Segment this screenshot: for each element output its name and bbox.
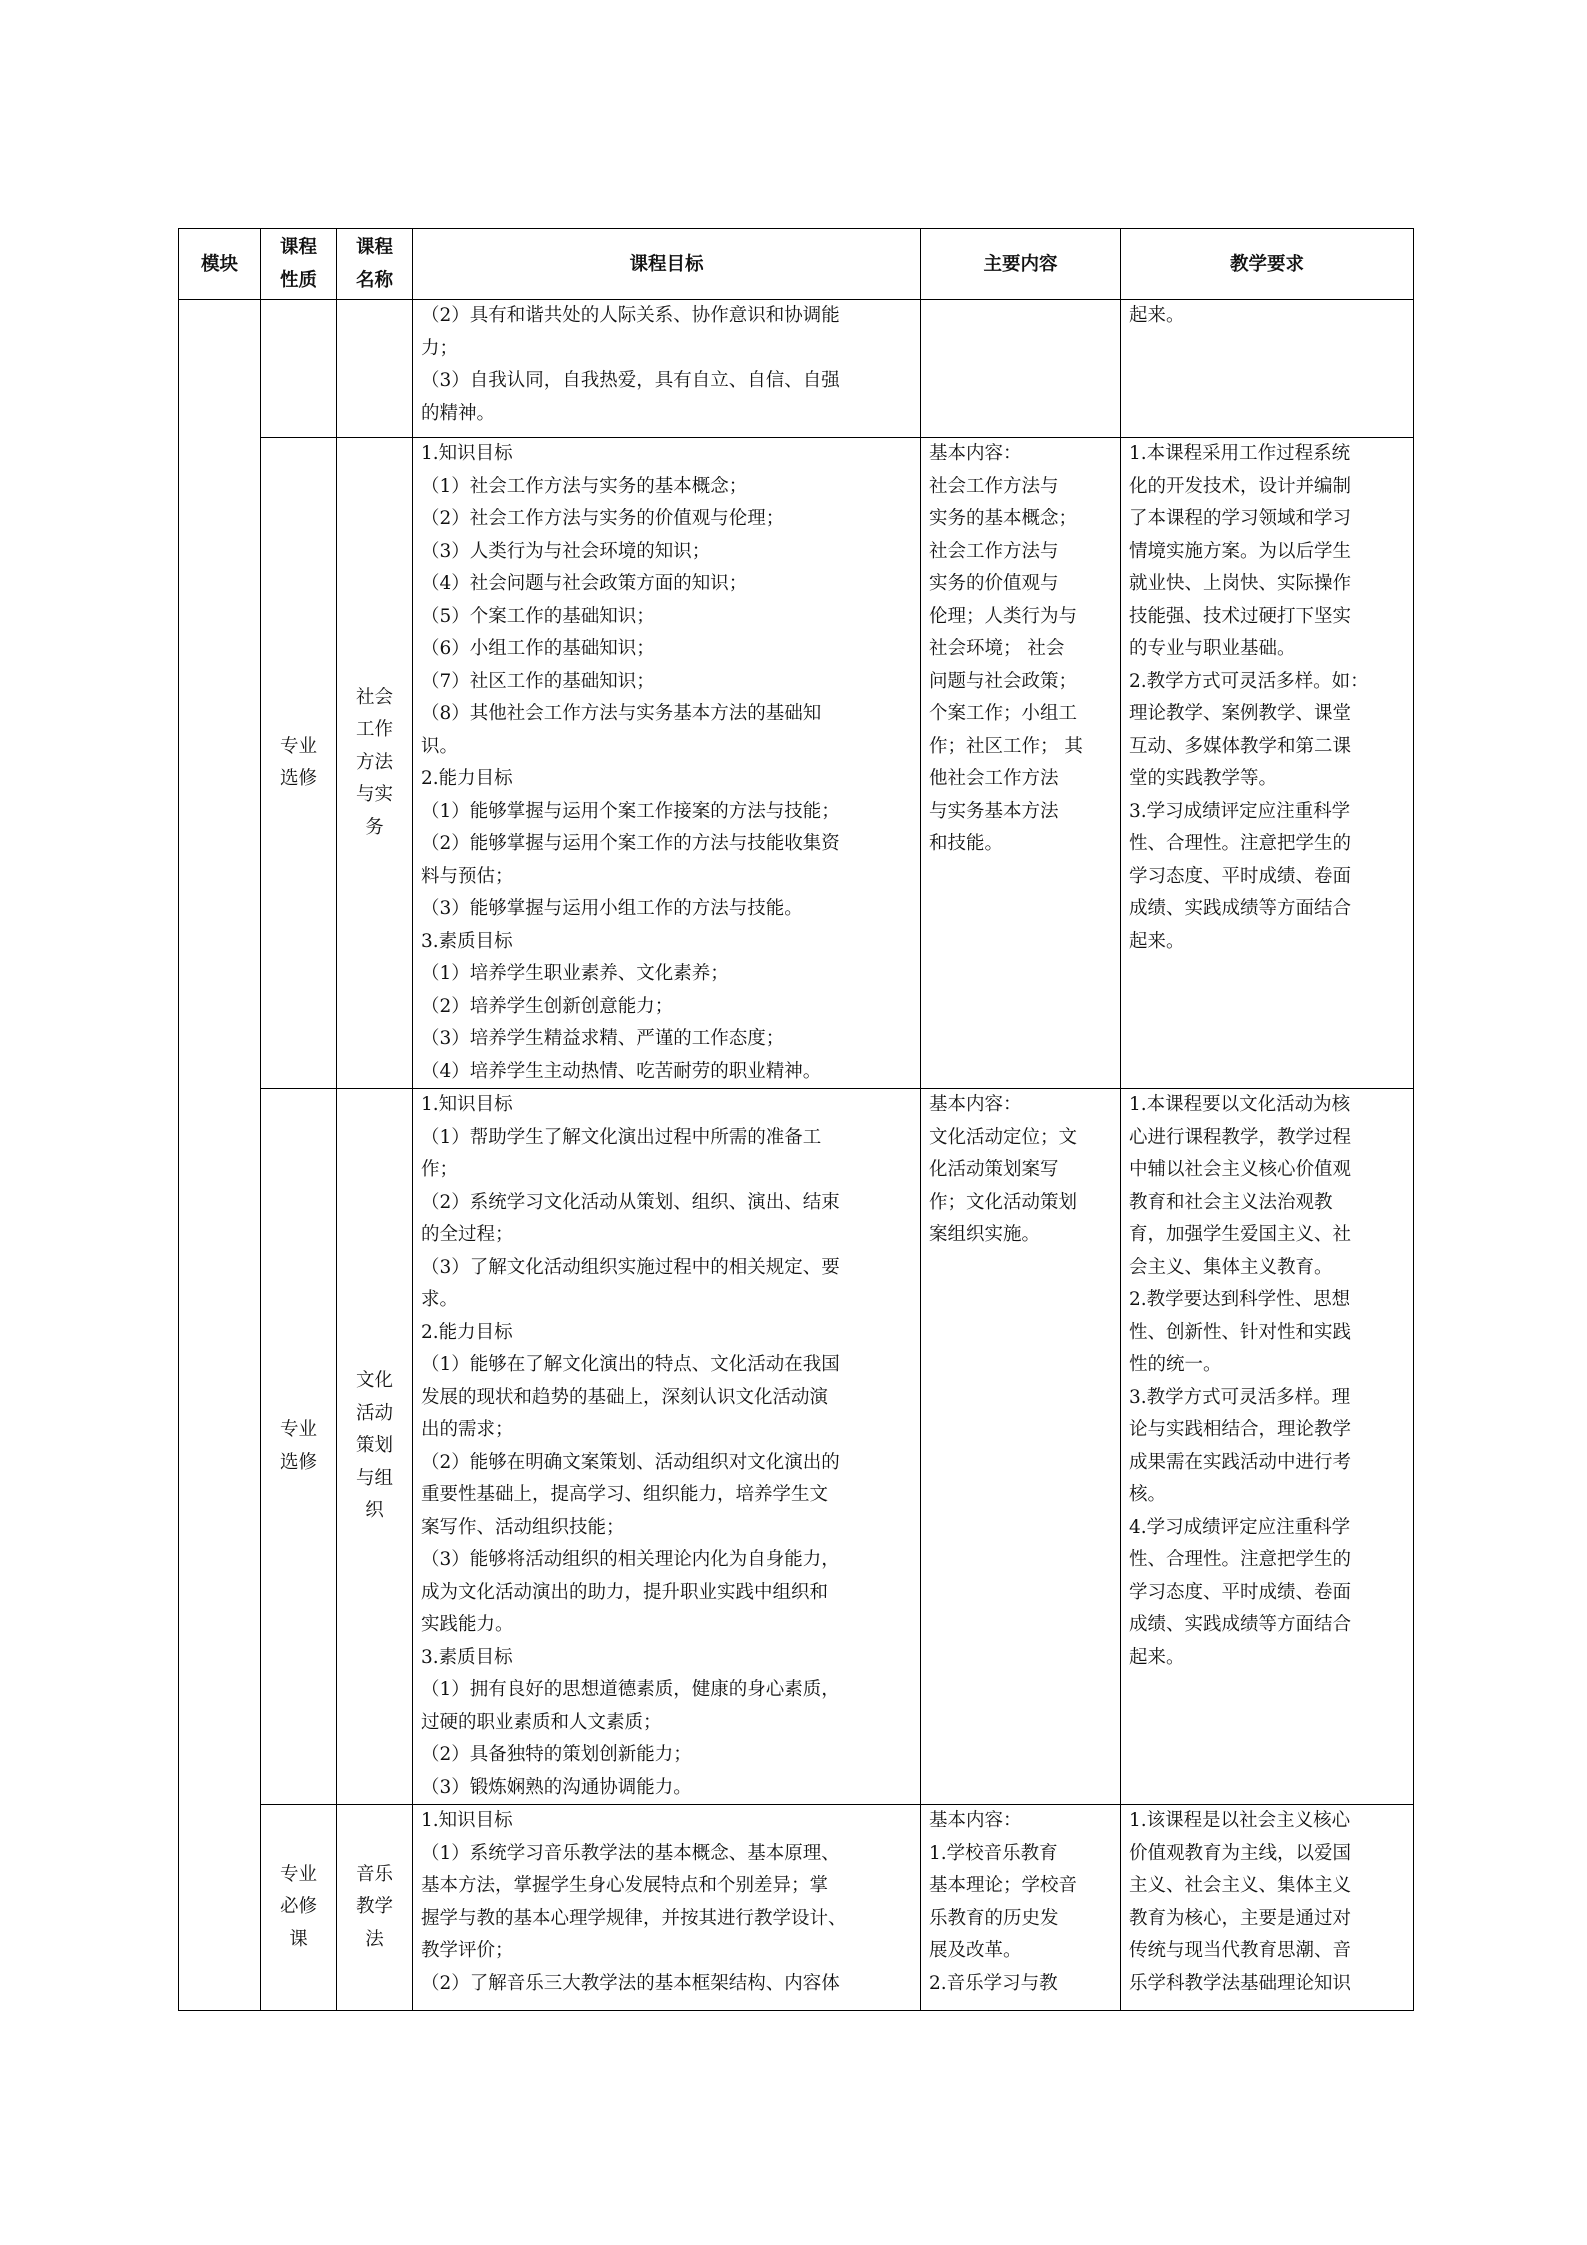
- main-content-cell-line: 1.学校音乐教育: [929, 1842, 1058, 1864]
- course-name-cell-line: 活动: [355, 1402, 393, 1424]
- course-objectives-cell-line: （5）个案工作的基础知识；: [421, 605, 655, 627]
- curriculum-table: [178, 228, 1414, 2011]
- course-objectives-cell-line: （3）培养学生精益求精、严谨的工作态度；: [421, 1028, 785, 1049]
- course-objectives-cell-line: 实践能力。: [421, 1614, 514, 1635]
- main-content-cell-line: 展及改革。: [929, 1940, 1022, 1961]
- teaching-requirements-cell-line: 性、创新性、针对性和实践: [1129, 1321, 1352, 1343]
- teaching-requirements-cell: [1121, 300, 1414, 438]
- course-objectives-cell-line: 的全过程；: [421, 1224, 514, 1245]
- main-content-cell-line: 2.音乐学习与教: [929, 1972, 1058, 1994]
- course-nature-cell: [261, 438, 337, 1089]
- teaching-requirements-cell-line: 1.本课程要以文化活动为核: [1129, 1094, 1351, 1115]
- course-objectives-cell-line: （1）能够掌握与运用个案工作接案的方法与技能；: [421, 800, 840, 822]
- course-objectives-cell-line: 重要性基础上，提高学习、组织能力，培养学生文: [421, 1484, 829, 1505]
- teaching-requirements-cell-line: 性、合理性。注意把学生的: [1129, 1549, 1352, 1570]
- course-objectives-cell-line: （1）培养学生职业素养、文化素养；: [421, 963, 729, 984]
- main-content-cell-line: 文化活动定位；文: [929, 1126, 1078, 1148]
- course-objectives-cell: [413, 300, 921, 438]
- header-module: 模块: [179, 229, 261, 300]
- course-objectives-cell: [413, 1805, 921, 2011]
- teaching-requirements-cell-line: 主义、社会主义、集体主义: [1129, 1875, 1352, 1896]
- course-objectives-cell-line: （4）社会问题与社会政策方面的知识；: [421, 573, 748, 594]
- main-content-cell: [921, 1089, 1121, 1805]
- main-content-cell-line: 化活动策划案写: [929, 1159, 1059, 1180]
- course-name-cell-line: 文化: [355, 1370, 393, 1392]
- teaching-requirements-cell-line: 核。: [1129, 1484, 1167, 1505]
- course-nature-cell: [261, 1089, 337, 1805]
- teaching-requirements-cell-line: 教育和社会主义法治观教: [1129, 1191, 1333, 1213]
- main-content-cell-line: 他社会工作方法: [929, 768, 1059, 789]
- teaching-requirements-cell-line: 论与实践相结合，理论教学: [1129, 1419, 1352, 1440]
- main-content-cell-line: 作；社区工作； 其: [929, 735, 1083, 757]
- main-content-cell-line: 作；文化活动策划: [929, 1191, 1078, 1213]
- header-row: [179, 229, 1414, 300]
- teaching-requirements-cell-line: 理论教学、案例教学、课堂: [1129, 703, 1352, 724]
- course-name-cell: [337, 300, 413, 438]
- course-name-cell-line: 社会: [355, 686, 393, 708]
- teaching-requirements-cell-line: 4.学习成绩评定应注重科学: [1129, 1516, 1351, 1538]
- course-objectives-cell-line: 识。: [421, 735, 459, 757]
- main-content-cell: [921, 438, 1121, 1089]
- course-name-cell-line: 法: [365, 1928, 384, 1950]
- teaching-requirements-cell-line: 1.该课程是以社会主义核心: [1129, 1810, 1351, 1831]
- course-objectives-cell-line: （2）系统学习文化活动从策划、组织、演出、结束: [421, 1191, 840, 1213]
- course-row: [179, 438, 1414, 1089]
- teaching-requirements-cell-line: 堂的实践教学等。: [1129, 768, 1278, 789]
- header-course-objectives: 课程目标: [413, 229, 921, 300]
- teaching-requirements-cell-line: 传统与现当代教育思潮、音: [1129, 1940, 1352, 1961]
- course-name-cell-line: 教学: [355, 1896, 393, 1918]
- course-objectives-cell-line: 教学评价；: [421, 1940, 514, 1961]
- main-content-cell-line: 基本理论；学校音: [929, 1875, 1078, 1896]
- teaching-requirements-cell-line: 成果需在实践活动中进行考: [1129, 1451, 1352, 1473]
- header-main-content: 主要内容: [921, 229, 1121, 300]
- teaching-requirements-cell-line: 会主义、集体主义教育。: [1129, 1256, 1333, 1278]
- course-objectives-cell-line: 1.知识目标: [421, 1810, 513, 1831]
- course-objectives-cell-line: （2）培养学生创新创意能力；: [421, 995, 674, 1017]
- teaching-requirements-cell-line: 心进行课程教学，教学过程: [1129, 1126, 1352, 1148]
- course-objectives-cell: [413, 438, 921, 1089]
- course-objectives-cell-line: （2）社会工作方法与实务的价值观与伦理；: [421, 508, 785, 529]
- course-name-cell-line: 方法: [355, 751, 393, 773]
- course-name-cell-line: 与实: [355, 784, 393, 806]
- header-course-name: 课程 名称: [337, 229, 413, 300]
- main-content-cell-line: 与实务基本方法: [929, 800, 1059, 822]
- main-content-cell-line: 实务的价值观与: [929, 573, 1059, 594]
- teaching-requirements-cell-line: 2.教学方式可灵活多样。如：: [1129, 670, 1369, 692]
- main-content-cell-line: 基本内容：: [929, 1810, 1022, 1831]
- main-content-cell-line: 社会工作方法与: [929, 540, 1059, 562]
- module-cell: [179, 300, 261, 2011]
- course-objectives-cell-line: （1）帮助学生了解文化演出过程中所需的准备工: [421, 1126, 822, 1148]
- course-objectives-cell-line: （3）人类行为与社会环境的知识；: [421, 540, 711, 562]
- course-objectives-cell-line: （3）能够掌握与运用小组工作的方法与技能。: [421, 898, 803, 919]
- course-objectives-cell-line: 3.素质目标: [421, 1646, 513, 1668]
- teaching-requirements-cell-line: 了本课程的学习领域和学习: [1129, 508, 1352, 529]
- course-name-cell: [337, 1805, 413, 2011]
- course-objectives-cell-line: （2）具有和谐共处的人际关系、协作意识和协调能: [421, 305, 840, 326]
- teaching-requirements-cell-line: 学习态度、平时成绩、卷面: [1129, 1581, 1352, 1603]
- course-objectives-cell-line: （2）了解音乐三大教学法的基本框架结构、内容体: [421, 1972, 840, 1994]
- course-nature-cell-line: 选修: [279, 1451, 317, 1473]
- course-row: [179, 1089, 1414, 1805]
- course-objectives-cell-line: 料与预估；: [421, 865, 514, 887]
- course-objectives-cell-line: （7）社区工作的基础知识；: [421, 670, 655, 692]
- teaching-requirements-cell-line: 成绩、实践成绩等方面结合: [1129, 898, 1352, 919]
- teaching-requirements-cell-line: 起来。: [1129, 930, 1185, 952]
- course-objectives-cell-line: （3）自我认同，自我热爱，具有自立、自信、自强: [421, 370, 840, 391]
- teaching-requirements-cell-line: 乐学科教学法基础理论知识: [1129, 1972, 1352, 1994]
- teaching-requirements-cell-line: 育，加强学生爱国主义、社: [1129, 1224, 1352, 1245]
- main-content-cell-line: 社会环境； 社会: [929, 638, 1065, 659]
- course-name-cell-line: 策划: [355, 1435, 393, 1457]
- course-objectives-cell-line: （1）系统学习音乐教学法的基本概念、基本原理、: [421, 1842, 840, 1864]
- course-objectives-cell-line: （1）能够在了解文化演出的特点、文化活动在我国: [421, 1354, 840, 1375]
- course-objectives-cell-line: 1.知识目标: [421, 1094, 513, 1115]
- course-objectives-cell-line: （2）具备独特的策划创新能力；: [421, 1744, 692, 1765]
- course-objectives-cell-line: 成为文化活动演出的助力，提升职业实践中组织和: [421, 1581, 829, 1603]
- header-teaching-requirements: 教学要求: [1121, 229, 1414, 300]
- course-nature-cell-line: 专业: [279, 1863, 317, 1885]
- teaching-requirements-cell-line: 的专业与职业基础。: [1129, 638, 1296, 659]
- course-nature-cell: [261, 1805, 337, 2011]
- course-objectives-cell-line: （1）社会工作方法与实务的基本概念；: [421, 475, 748, 497]
- teaching-requirements-cell: [1121, 1805, 1414, 2011]
- course-row: [179, 1805, 1414, 2011]
- course-nature-cell-line: 选修: [279, 768, 317, 789]
- course-nature-cell-line: 专业: [279, 735, 317, 757]
- course-nature-cell-line: 专业: [279, 1419, 317, 1440]
- course-objectives-cell-line: 发展的现状和趋势的基础上，深刻认识文化活动演: [421, 1386, 829, 1408]
- teaching-requirements-cell-line: 3.学习成绩评定应注重科学: [1129, 800, 1351, 822]
- teaching-requirements-cell-line: 1.本课程采用工作过程系统: [1129, 443, 1351, 464]
- teaching-requirements-cell-line: 就业快、上岗快、实际操作: [1129, 573, 1352, 594]
- course-objectives-cell-line: （8）其他社会工作方法与实务基本方法的基础知: [421, 703, 822, 724]
- teaching-requirements-cell-line: 成绩、实践成绩等方面结合: [1129, 1614, 1352, 1635]
- course-objectives-cell-line: 2.能力目标: [421, 1321, 513, 1343]
- course-nature-cell-line: 必修: [279, 1896, 317, 1918]
- course-objectives-cell-line: 2.能力目标: [421, 768, 513, 789]
- course-objectives-cell-line: 的精神。: [421, 402, 496, 424]
- course-name-cell-line: 与组: [355, 1467, 393, 1489]
- course-nature-cell-line: 课: [289, 1928, 308, 1950]
- course-name-cell-line: 工作: [355, 719, 393, 741]
- course-objectives-cell-line: （2）能够掌握与运用个案工作的方法与技能收集资: [421, 833, 840, 854]
- teaching-requirements-cell-line: 技能强、技术过硬打下坚实: [1129, 605, 1352, 627]
- course-objectives-cell-line: （1）拥有良好的思想道德素质，健康的身心素质，: [421, 1679, 840, 1700]
- course-objectives-cell-line: （3）了解文化活动组织实施过程中的相关规定、要: [421, 1256, 840, 1278]
- teaching-requirements-cell-line: 性、合理性。注意把学生的: [1129, 833, 1352, 854]
- main-content-cell-line: 案组织实施。: [929, 1224, 1041, 1245]
- main-content-cell: [921, 300, 1121, 438]
- course-objectives-cell-line: 基本方法，掌握学生身心发展特点和个别差异；掌: [421, 1875, 829, 1896]
- main-content-cell-line: 乐教育的历史发: [929, 1907, 1059, 1929]
- main-content-cell-line: 伦理；人类行为与: [929, 605, 1078, 627]
- main-content-cell-line: 个案工作；小组工: [929, 703, 1078, 724]
- teaching-requirements-cell-line: 教育为核心，主要是通过对: [1129, 1907, 1352, 1929]
- teaching-requirements-cell-line: 性的统一。: [1129, 1354, 1222, 1375]
- course-objectives-cell-line: 作；: [421, 1159, 459, 1180]
- teaching-requirements-cell: [1121, 438, 1414, 1089]
- main-content-cell: [921, 1805, 1121, 2011]
- course-objectives-cell-line: （2）能够在明确文案策划、活动组织对文化演出的: [421, 1451, 840, 1473]
- course-name-cell: [337, 438, 413, 1089]
- main-content-cell-line: 基本内容：: [929, 443, 1022, 464]
- teaching-requirements-cell-line: 学习态度、平时成绩、卷面: [1129, 865, 1352, 887]
- main-content-cell-line: 基本内容：: [929, 1094, 1022, 1115]
- course-name-cell: [337, 1089, 413, 1805]
- teaching-requirements-cell: [1121, 1089, 1414, 1805]
- teaching-requirements-cell-line: 化的开发技术，设计并编制: [1129, 475, 1352, 497]
- course-name-cell-line: 织: [365, 1500, 384, 1522]
- course-objectives-cell-line: （3）锻炼娴熟的沟通协调能力。: [421, 1776, 692, 1798]
- header-course-nature: 课程 性质: [261, 229, 337, 300]
- course-objectives-cell-line: 求。: [421, 1289, 459, 1310]
- teaching-requirements-cell-line: 2.教学要达到科学性、思想: [1129, 1289, 1351, 1310]
- teaching-requirements-cell-line: 互动、多媒体教学和第二课: [1129, 735, 1352, 757]
- course-objectives-cell-line: 力；: [421, 337, 459, 359]
- teaching-requirements-cell-line: 起来。: [1129, 305, 1185, 326]
- teaching-requirements-cell-line: 情境实施方案。为以后学生: [1129, 540, 1352, 562]
- main-content-cell-line: 社会工作方法与: [929, 475, 1059, 497]
- course-objectives-cell-line: 过硬的职业素质和人文素质；: [421, 1711, 662, 1733]
- teaching-requirements-cell-line: 3.教学方式可灵活多样。理: [1129, 1386, 1351, 1408]
- course-objectives-cell-line: 3.素质目标: [421, 930, 513, 952]
- main-content-cell-line: 问题与社会政策；: [929, 670, 1078, 692]
- teaching-requirements-cell-line: 价值观教育为主线，以爱国: [1129, 1842, 1352, 1864]
- course-objectives-cell-line: （4）培养学生主动热情、吃苦耐劳的职业精神。: [421, 1060, 822, 1082]
- course-objectives-cell-line: 案写作、活动组织技能；: [421, 1516, 625, 1538]
- course-objectives-cell-line: 握学与教的基本心理学规律，并按其进行教学设计、: [421, 1907, 847, 1929]
- course-objectives-cell: [413, 1089, 921, 1805]
- main-content-cell-line: 和技能。: [929, 833, 1004, 854]
- course-row: [179, 300, 1414, 438]
- main-content-cell-line: 实务的基本概念；: [929, 508, 1078, 529]
- course-objectives-cell-line: （3）能够将活动组织的相关理论内化为自身能力，: [421, 1549, 840, 1570]
- course-objectives-cell-line: 1.知识目标: [421, 443, 513, 464]
- course-nature-cell: [261, 300, 337, 438]
- course-name-cell-line: 音乐: [355, 1863, 393, 1885]
- course-objectives-cell-line: （6）小组工作的基础知识；: [421, 638, 655, 659]
- course-name-cell-line: 务: [365, 816, 384, 838]
- course-objectives-cell-line: 出的需求；: [421, 1419, 514, 1440]
- teaching-requirements-cell-line: 中辅以社会主义核心价值观: [1129, 1159, 1352, 1180]
- teaching-requirements-cell-line: 起来。: [1129, 1646, 1185, 1668]
